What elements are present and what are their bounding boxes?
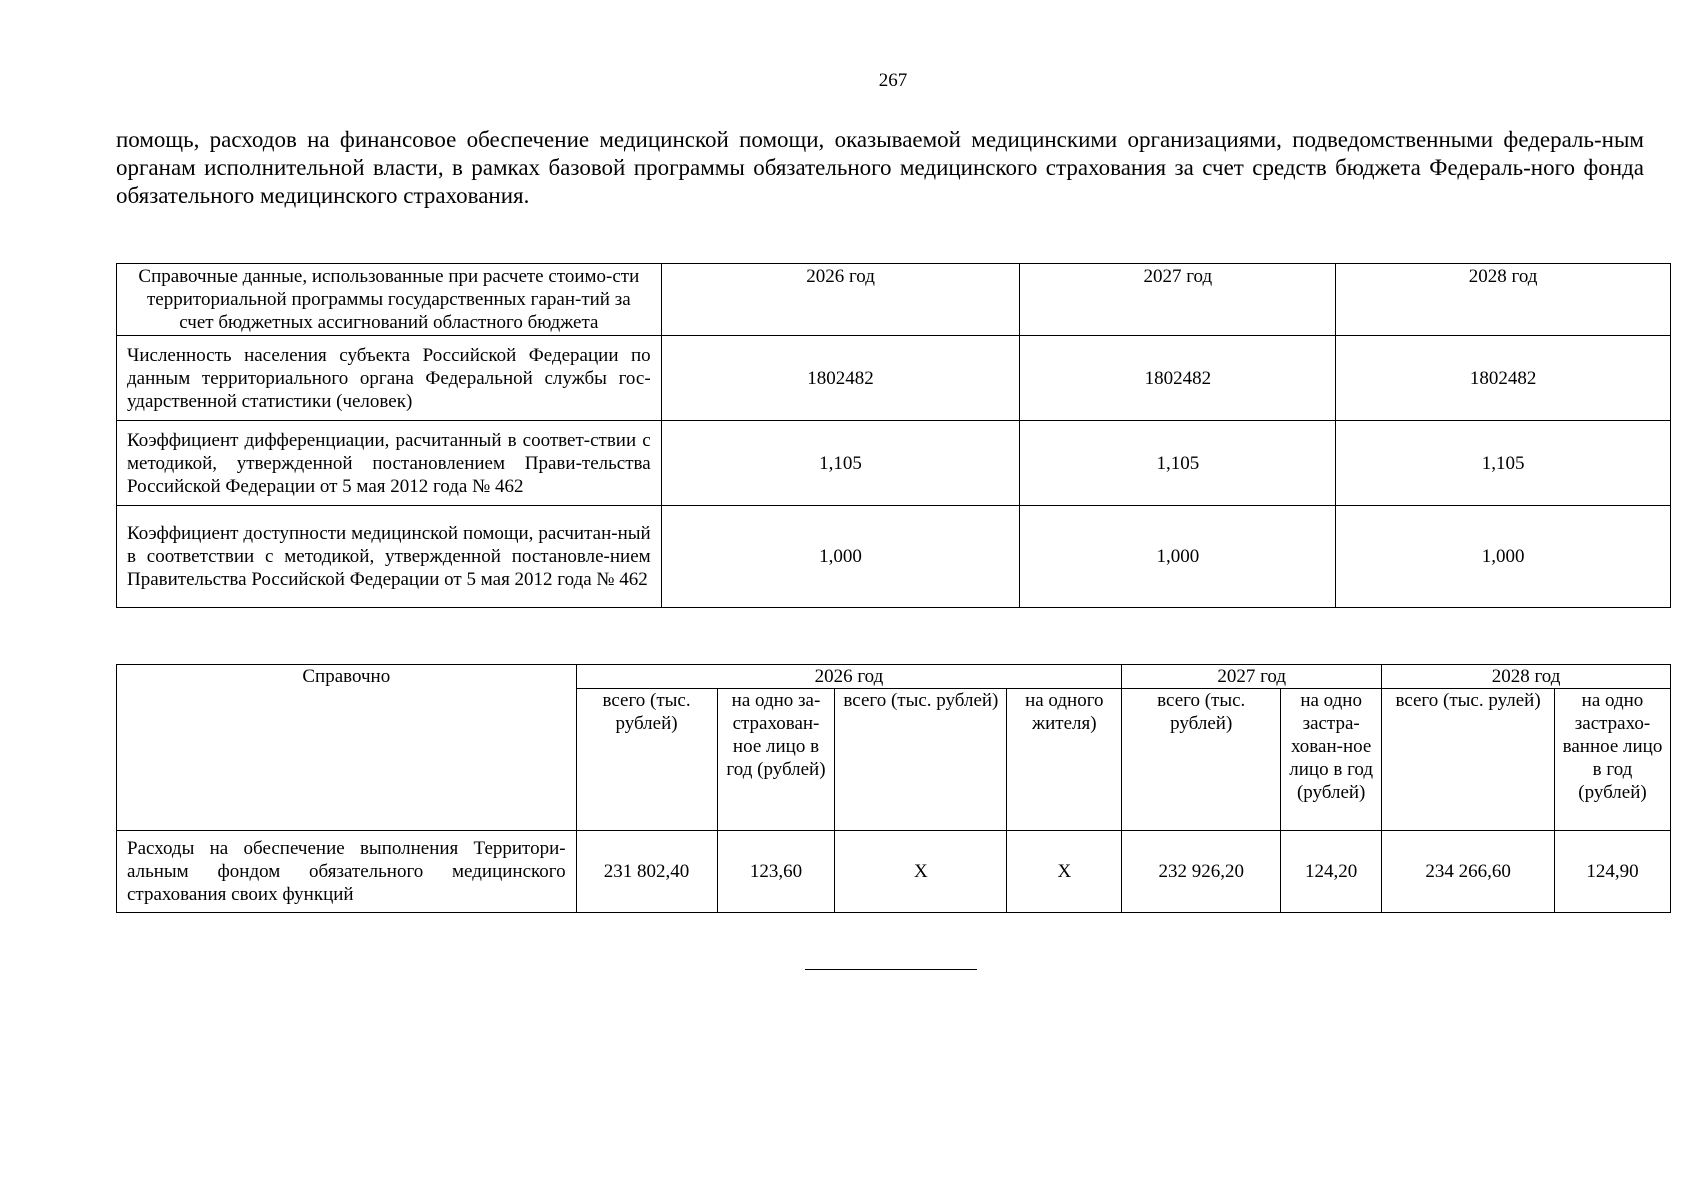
cell-value: 1802482	[1336, 336, 1671, 421]
reference-expenses-table	[116, 664, 1671, 913]
table2-header-label: Справочно	[117, 665, 577, 831]
row-label: Коэффициент дифференциации, расчитанный в соответ-ствии с методикой, утвержденной постановлением Прави-тельства Российской Федерации от 5 мая 2012 года № 462	[117, 421, 662, 506]
cell-value: 1802482	[1020, 336, 1336, 421]
cell-value: 234 266,60	[1382, 831, 1555, 913]
table1-header-label: Справочные данные, использованные при расчете стоимо-сти территориальной программы государственных гаран-тий за счет бюджетных ассигнований областного бюджета	[117, 264, 662, 336]
table2-header-year: 2028 год	[1382, 665, 1671, 689]
cell-value: 124,90	[1555, 831, 1671, 913]
cell-value: 124,20	[1281, 831, 1382, 913]
cell-value: 1,000	[661, 506, 1020, 608]
page-number: 267	[878, 70, 908, 91]
table-header-row	[117, 665, 1671, 689]
reference-data-table	[116, 263, 1671, 608]
subheader-cell: на одно за-страхован-ное лицо в год (рублей)	[717, 689, 835, 831]
cell-value: 232 926,20	[1122, 831, 1281, 913]
table-row	[117, 831, 1671, 913]
subheader-cell: всего (тыс. рублей)	[576, 689, 717, 831]
cell-value: 1,105	[1020, 421, 1336, 506]
subheader-cell: на одно застра-хован-ное лицо в год (рублей)	[1281, 689, 1382, 831]
cell-value: 1,105	[661, 421, 1020, 506]
table2-header-year: 2027 год	[1122, 665, 1382, 689]
table2-header-year: 2026 год	[576, 665, 1122, 689]
subheader-cell: всего (тыс. рублей)	[835, 689, 1007, 831]
table-row	[117, 421, 1671, 506]
table-row	[117, 506, 1671, 608]
cell-value: 1,000	[1020, 506, 1336, 608]
subheader-cell: всего (тыс. рулей)	[1382, 689, 1555, 831]
footer-divider	[805, 969, 977, 970]
intro-paragraph: помощь, расходов на финансовое обеспечение медицинской помощи, оказываемой медицинскими организациями, подведомственными федераль-ным органам исполнительной власти, в рамках базовой программы обязательного медицинского страхования за счет средств бюджета Федераль-ного фонда обязательного медицинского страхования.	[116, 127, 1644, 208]
subheader-cell: на одного жителя)	[1007, 689, 1122, 831]
table1-header-year: 2026 год	[661, 264, 1020, 336]
table-header-row	[117, 264, 1671, 336]
row-label: Коэффициент доступности медицинской помощи, расчитан-ный в соответствии с методикой, утвержденной постановле-нием Правительства Российской Федерации от 5 мая 2012 года № 462	[117, 506, 662, 608]
cell-value: Х	[1007, 831, 1122, 913]
cell-value: Х	[835, 831, 1007, 913]
table-row	[117, 336, 1671, 421]
table1-header-year: 2027 год	[1020, 264, 1336, 336]
cell-value: 123,60	[717, 831, 835, 913]
subheader-cell: на одно застрахо-ванное лицо в год (рублей)	[1555, 689, 1671, 831]
subheader-cell: всего (тыс. рублей)	[1122, 689, 1281, 831]
cell-value: 1802482	[661, 336, 1020, 421]
table1-header-year: 2028 год	[1336, 264, 1671, 336]
row-label: Расходы на обеспечение выполнения Территори-альным фондом обязательного медицинского страхования своих функций	[117, 831, 577, 913]
cell-value: 1,000	[1336, 506, 1671, 608]
row-label: Численность населения субъекта Российской Федерации по данным территориального органа Федеральной службы гос-ударственной статистики (человек)	[117, 336, 662, 421]
cell-value: 231 802,40	[576, 831, 717, 913]
cell-value: 1,105	[1336, 421, 1671, 506]
